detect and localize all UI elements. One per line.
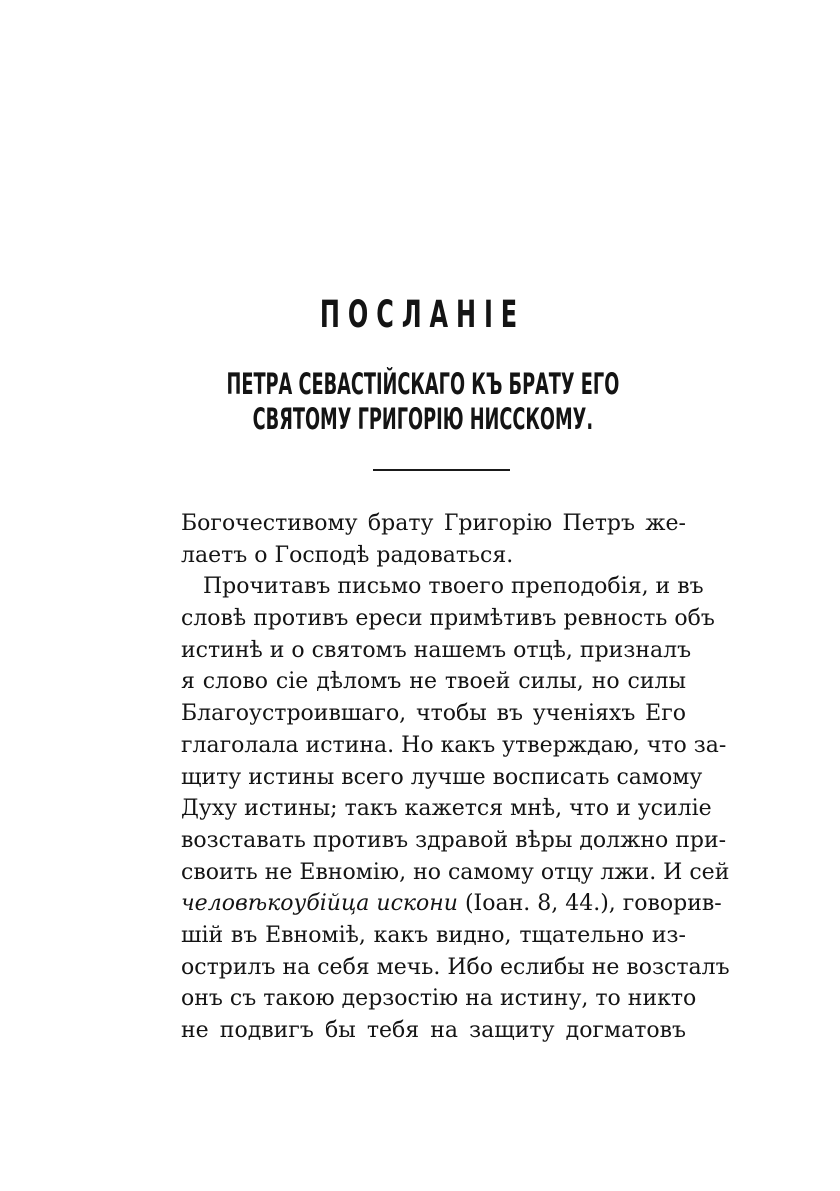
- subtitle-line-2: СВЯТОМУ ГРИГОРІЮ НИССКОМУ.: [252, 402, 594, 436]
- body-line: не подвигъ бы тебя на защиту догматовъ: [181, 1018, 686, 1043]
- body-line: лаетъ о Господѣ радоваться.: [181, 542, 514, 568]
- body-line: глаголала истина. Но какъ утверждаю, что за-: [181, 732, 727, 758]
- separator-rule: [373, 469, 510, 471]
- body-line: Благоустроившаго, чтобы въ ученіяхъ Его: [181, 701, 686, 727]
- body-line: я слово сіе дѣломъ не твоей силы, но силы: [181, 669, 686, 695]
- italic-quote: человѣкоубійца искони: [181, 891, 458, 917]
- body-line: Богочестивому брату Григорію Петръ же-: [181, 511, 686, 536]
- citation-reference: (Іоан. 8, 44.), говорив-: [464, 891, 722, 917]
- body-line: острилъ на себя мечь. Ибо еслибы не возсталъ: [181, 954, 730, 980]
- body-line: онъ съ такою дерзостію на истину, то никто: [181, 986, 697, 1012]
- document-title: ПОСЛАНІЕ: [319, 293, 526, 336]
- body-line: шій въ Евноміѣ, какъ видно, тщательно из-: [181, 922, 686, 948]
- body-line: словѣ противъ ереси примѣтивъ ревность объ: [181, 606, 715, 632]
- body-line: щиту истины всего лучше восписать самому: [181, 764, 703, 790]
- body-line-citation: [181, 888, 722, 920]
- body-line: возставать противъ здравой вѣры должно при-: [181, 827, 727, 853]
- subtitle-line-1: ПЕТРА СЕВАСТІЙСКАГО КЪ БРАТУ ЕГО: [226, 367, 620, 401]
- body-line: истинѣ и о святомъ нашемъ отцѣ, призналъ: [181, 637, 692, 663]
- body-line: своить не Евномію, но самому отцу лжи. И сей: [181, 859, 730, 885]
- body-line: Прочитавъ письмо твоего преподобія, и въ: [203, 574, 704, 600]
- body-line: Духу истины; такъ кажется мнѣ, что и усиліе: [181, 796, 712, 822]
- letter-body: [181, 508, 730, 1047]
